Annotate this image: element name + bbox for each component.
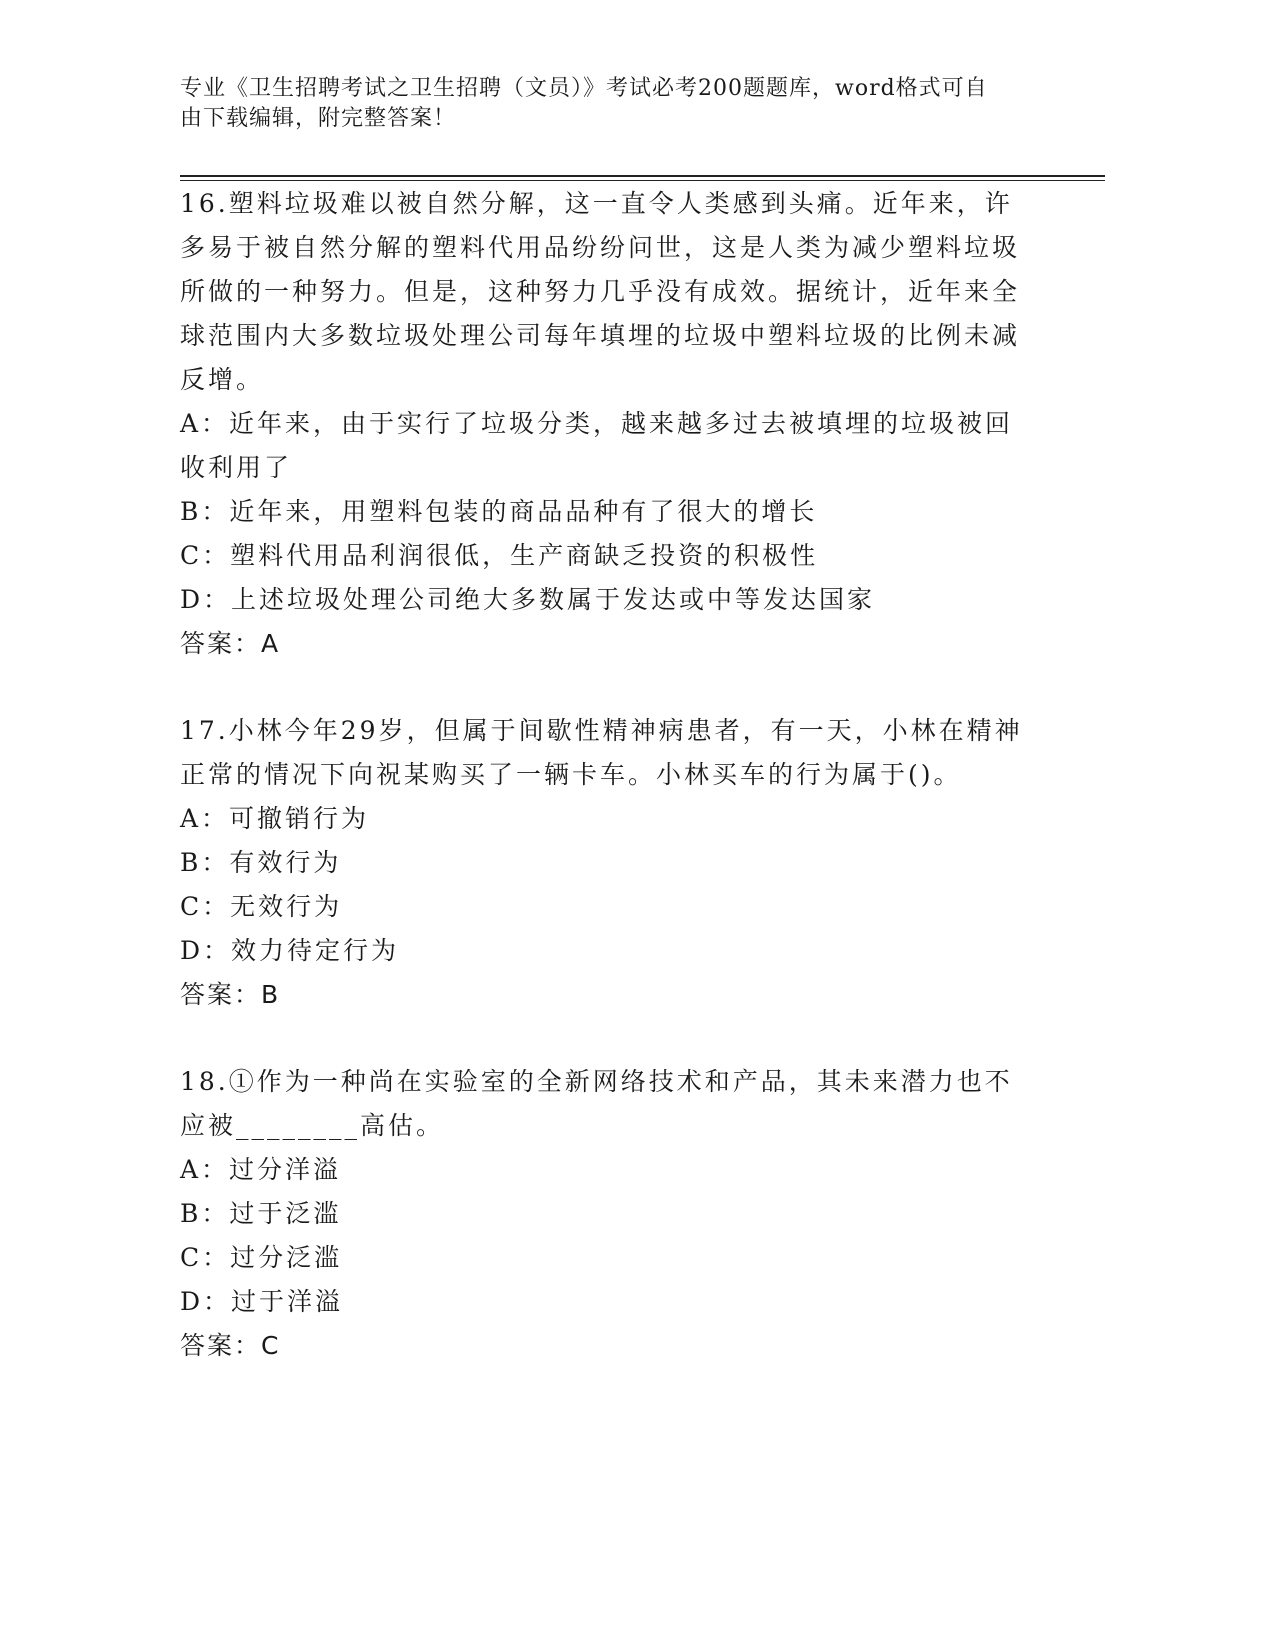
option-c: C：塑料代用品利润很低，生产商缺乏投资的积极性 <box>180 541 819 570</box>
header-line-2: 由下载编辑，附完整答案！ <box>180 106 457 131</box>
option-a: A：过分洋溢 <box>180 1155 342 1184</box>
question-17 <box>180 709 1030 1017</box>
question-16 <box>180 182 1030 666</box>
answer-line: 答案：C <box>180 1331 281 1360</box>
question-stem: 18.①作为一种尚在实验室的全新网络技术和产品，其未来潜力也不应被________高估。 <box>180 1067 1013 1140</box>
answer-line: 答案：A <box>180 629 281 658</box>
option-b: B：过于泛滥 <box>180 1199 342 1228</box>
option-a: A：可撤销行为 <box>180 804 370 833</box>
option-a: A：近年来，由于实行了垃圾分类，越来越多过去被填埋的垃圾被回收利用了 <box>180 409 1014 482</box>
option-c: C：无效行为 <box>180 892 343 921</box>
document-header <box>180 74 1060 134</box>
option-d: D：过于洋溢 <box>180 1287 344 1316</box>
header-divider-thin <box>180 180 1105 181</box>
question-stem: 17.小林今年29岁，但属于间歇性精神病患者，有一天，小林在精神正常的情况下向祝某购买了一辆卡车。小林买车的行为属于()。 <box>180 716 1023 789</box>
answer-line: 答案：B <box>180 980 281 1009</box>
option-b: B：有效行为 <box>180 848 342 877</box>
header-line-1: 专业《卫生招聘考试之卫生招聘（文员）》考试必考200题题库，word格式可自 <box>180 76 988 101</box>
header-divider-thick <box>180 175 1105 177</box>
option-d: D：效力待定行为 <box>180 936 400 965</box>
option-c: C：过分泛滥 <box>180 1243 343 1272</box>
question-list <box>180 182 1030 1411</box>
question-18 <box>180 1060 1030 1368</box>
option-d: D：上述垃圾处理公司绝大多数属于发达或中等发达国家 <box>180 585 876 614</box>
question-stem: 16.塑料垃圾难以被自然分解，这一直令人类感到头痛。近年来，许多易于被自然分解的塑料代用品纷纷问世，这是人类为减少塑料垃圾所做的一种努力。但是，这种努力几乎没有成效。据统计，近年来全球范围内大多数垃圾处理公司每年填埋的垃圾中塑料垃圾的比例未减反增。 <box>180 189 1021 394</box>
option-b: B：近年来，用塑料包装的商品品种有了很大的增长 <box>180 497 818 526</box>
